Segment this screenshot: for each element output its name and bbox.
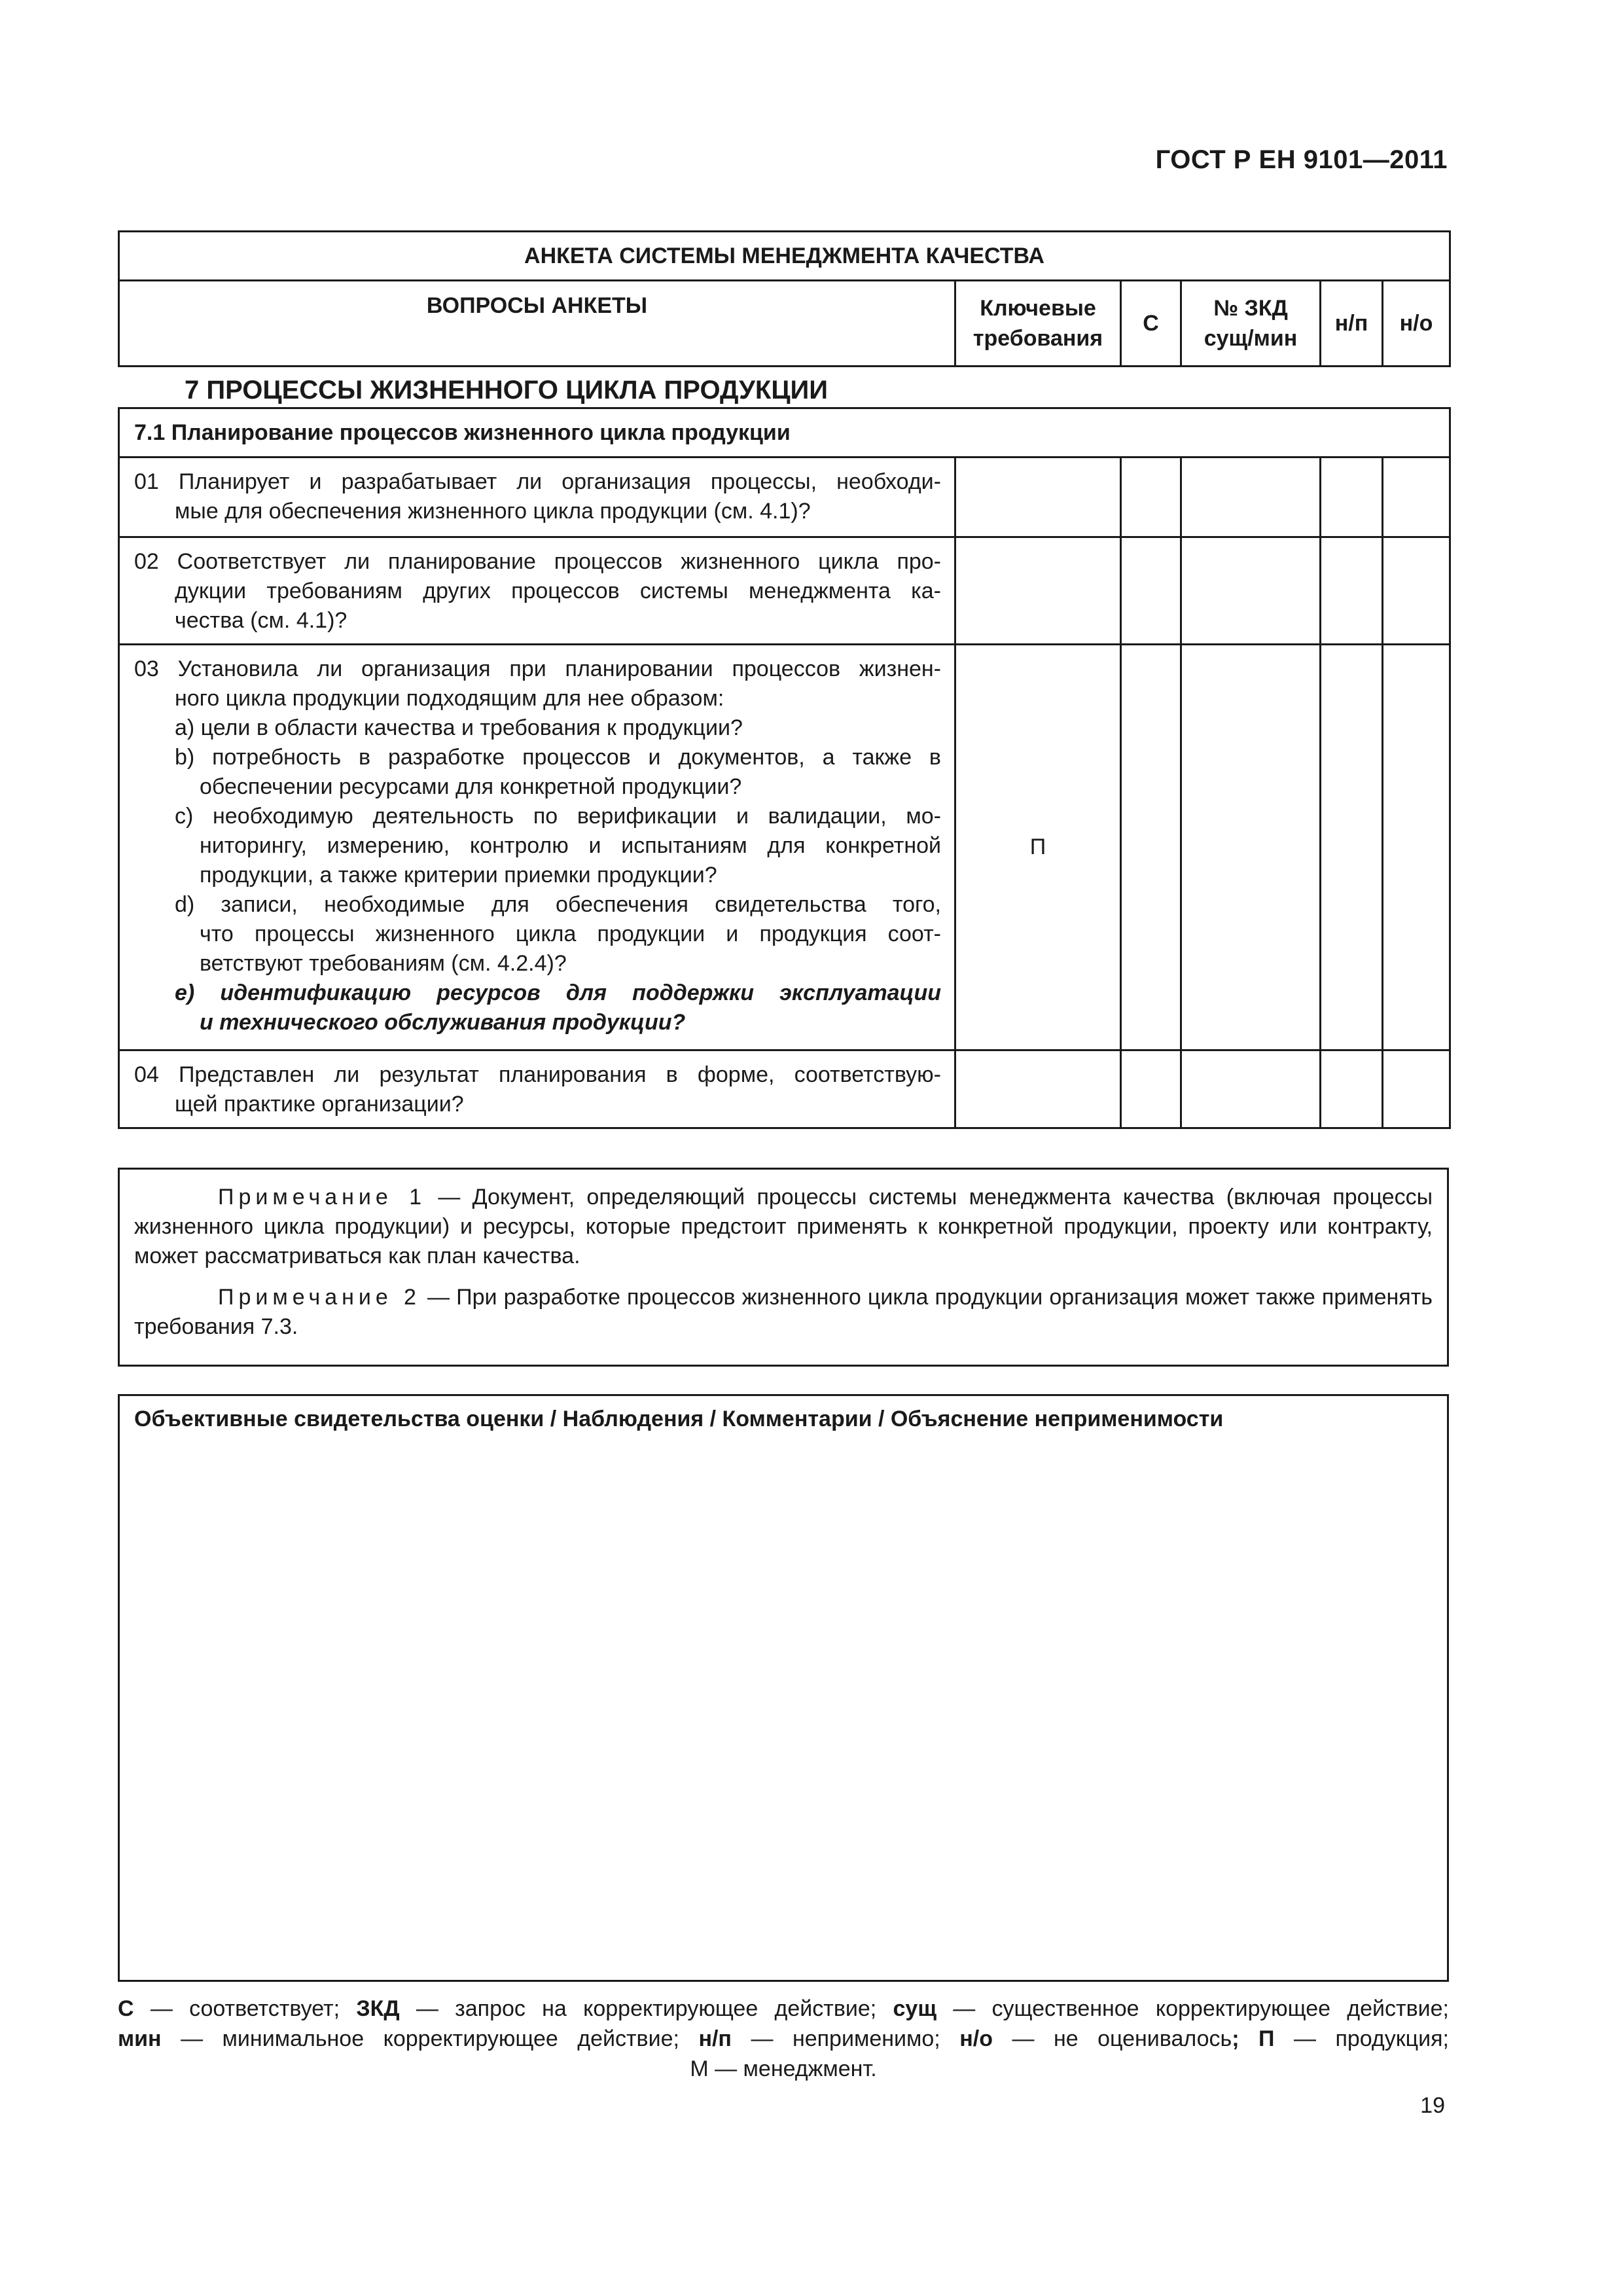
legend-text-p: — продукция; — [1274, 2026, 1449, 2051]
conforms-cell[interactable] — [1121, 1050, 1181, 1128]
legend-abbr-sush: сущ — [893, 1996, 937, 2021]
column-header-questions: ВОПРОСЫ АНКЕТЫ — [119, 281, 955, 367]
legend-line-1 — [118, 1994, 1449, 2024]
not-applicable-cell[interactable] — [1321, 1050, 1383, 1128]
abbreviations-legend — [118, 1994, 1449, 2084]
standard-code: ГОСТ Р ЕН 9101—2011 — [1155, 145, 1448, 174]
note-2 — [134, 1283, 1433, 1342]
legend-abbr-no: н/о — [959, 2026, 993, 2051]
legend-semicolon: ; — [1232, 2026, 1240, 2051]
questions-table — [118, 407, 1451, 1129]
column-header-car-number-line1: № ЗКД — [1213, 296, 1288, 321]
question-row — [119, 457, 1450, 537]
question-line: 03 Установила ли организация при планировании процессов жизнен- — [134, 656, 941, 681]
note-2-text: — При разработке процессов жизненного цикла продукции организация может также применять требования 7.3. — [134, 1285, 1433, 1339]
note-1-text: — Документ, определяющий процессы системы менеджмента качества (включая процессы жизненного цикла продукции) и ресурсы, которые предстоит применять к конкретной продукции, проекту или контракту, может рассматриваться как план качества. — [134, 1185, 1433, 1268]
question-line: чества (см. 4.1)? — [175, 608, 348, 633]
car-number-cell[interactable] — [1181, 1050, 1321, 1128]
column-header-key-requirements-line1: Ключевые — [980, 296, 1096, 321]
legend-line-3: М — менеджмент. — [690, 2056, 877, 2081]
conforms-cell[interactable] — [1121, 457, 1181, 537]
question-line: 02 Соответствует ли планирование процессов жизненного цикла про- — [134, 549, 941, 574]
questionnaire-header-table — [118, 230, 1451, 367]
legend-abbr-min: мин — [118, 2026, 162, 2051]
not-assessed-cell[interactable] — [1383, 537, 1450, 645]
not-applicable-cell[interactable] — [1321, 457, 1383, 537]
question-text — [119, 537, 955, 645]
question-line: 01 Планирует и разрабатывает ли организация процессы, необходи- — [134, 469, 941, 494]
not-applicable-cell[interactable] — [1321, 645, 1383, 1050]
page-number: 19 — [1420, 2093, 1445, 2118]
question-line: мые для обеспечения жизненного цикла продукции (см. 4.1)? — [175, 499, 811, 524]
question-line: ного цикла продукции подходящим для нее образом: — [175, 686, 724, 711]
legend-text-sush: — существенное корректирующее действие; — [936, 1996, 1449, 2021]
note-2-label: Примечание 2 — [218, 1285, 421, 1310]
legend-abbr-p: П — [1258, 2026, 1275, 2051]
column-header-key-requirements — [955, 281, 1121, 367]
question-item-d: d) записи, необходимые для обеспечения свидетельства того, — [175, 892, 941, 917]
key-requirement-cell[interactable] — [955, 537, 1121, 645]
legend-text-no: — не оценивалось — [992, 2026, 1232, 2051]
question-item-d-cont: что процессы жизненного цикла продукции и продукция соот- — [200, 922, 941, 946]
question-item-b: b) потребность в разработке процессов и документов, а также в — [175, 745, 941, 770]
legend-text-min: — минимальное корректирующее действие; — [161, 2026, 699, 2051]
question-item-e: e) идентификацию ресурсов для поддержки эксплуатации — [175, 980, 941, 1005]
not-assessed-cell[interactable] — [1383, 645, 1450, 1050]
legend-line-2 — [118, 2024, 1449, 2054]
not-applicable-cell[interactable] — [1321, 537, 1383, 645]
question-row — [119, 645, 1450, 1050]
key-requirement-cell[interactable] — [955, 457, 1121, 537]
notes-box — [118, 1168, 1449, 1367]
subsection-title: 7.1 Планирование процессов жизненного цикла продукции — [119, 408, 1450, 457]
legend-text-c: — соответствует; — [134, 1996, 357, 2021]
evidence-title: Объективные свидетельства оценки / Наблюдения / Комментарии / Объяснение неприменимости — [134, 1407, 1224, 1431]
key-requirement-cell[interactable]: П — [955, 645, 1121, 1050]
legend-abbr-np: н/п — [698, 2026, 732, 2051]
not-assessed-cell[interactable] — [1383, 457, 1450, 537]
question-text — [119, 1050, 955, 1128]
question-line: дукции требованиям других процессов системы менеджмента ка- — [175, 579, 941, 603]
conforms-cell[interactable] — [1121, 537, 1181, 645]
question-row — [119, 1050, 1450, 1128]
question-item-b-cont: обеспечении ресурсами для конкретной продукции? — [200, 774, 742, 799]
legend-text-zkd: — запрос на корректирующее действие; — [399, 1996, 893, 2021]
legend-abbr-zkd: ЗКД — [356, 1996, 400, 2021]
question-item-c-cont: продукции, а также критерии приемки продукции? — [200, 863, 717, 888]
car-number-cell[interactable] — [1181, 537, 1321, 645]
question-row — [119, 537, 1450, 645]
question-text — [119, 645, 955, 1050]
column-header-car-number — [1181, 281, 1321, 367]
question-item-e-cont: и технического обслуживания продукции? — [200, 1010, 686, 1035]
note-1 — [134, 1183, 1433, 1271]
question-item-c: c) необходимую деятельность по верификации и валидации, мо- — [175, 804, 941, 829]
legend-abbr-c: С — [118, 1996, 134, 2021]
form-title: АНКЕТА СИСТЕМЫ МЕНЕДЖМЕНТА КАЧЕСТВА — [119, 232, 1450, 281]
question-item-a: a) цели в области качества и требования к продукции? — [175, 715, 743, 740]
section-title: 7 ПРОЦЕССЫ ЖИЗНЕННОГО ЦИКЛА ПРОДУКЦИИ — [185, 376, 829, 404]
column-header-key-requirements-line2: требования — [972, 326, 1103, 351]
not-assessed-cell[interactable] — [1383, 1050, 1450, 1128]
note-1-label: Примечание 1 — [218, 1185, 427, 1210]
car-number-cell[interactable] — [1181, 457, 1321, 537]
evidence-box[interactable] — [118, 1394, 1449, 1982]
car-number-cell[interactable] — [1181, 645, 1321, 1050]
column-header-conforms: С — [1121, 281, 1181, 367]
question-text — [119, 457, 955, 537]
column-header-car-number-line2: сущ/мин — [1204, 326, 1298, 351]
question-item-d-cont: ветствуют требованиям (см. 4.2.4)? — [200, 951, 567, 976]
legend-text-np: — неприменимо; — [731, 2026, 960, 2051]
column-header-not-assessed: н/о — [1383, 281, 1450, 367]
question-item-c-cont: ниторингу, измерению, контролю и испытаниям для конкретной — [200, 833, 941, 858]
question-line: щей практике организации? — [175, 1092, 464, 1117]
question-line: 04 Представлен ли результат планирования в форме, соответствую- — [134, 1062, 941, 1087]
column-header-not-applicable: н/п — [1321, 281, 1383, 367]
key-requirement-cell[interactable] — [955, 1050, 1121, 1128]
conforms-cell[interactable] — [1121, 645, 1181, 1050]
